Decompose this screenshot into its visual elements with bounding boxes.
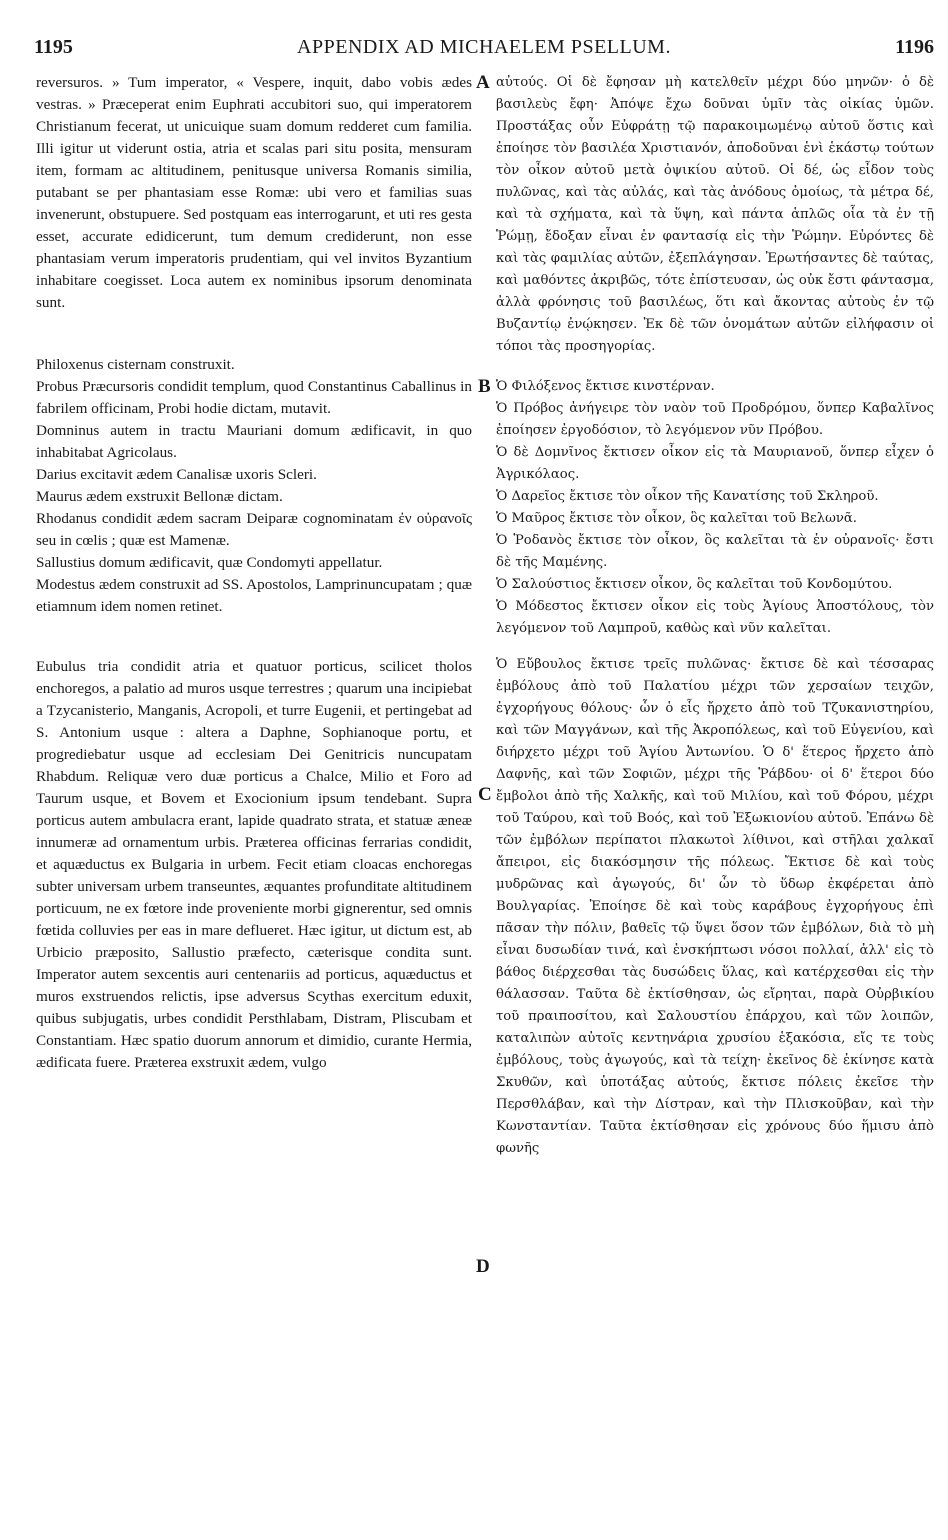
latin-column [36, 72, 472, 1074]
greek-paragraph: Ὁ Εὔβουλος ἔκτισε τρεῖς πυλῶνας· ἔκτισε δὲ καὶ τέσσαρας ἐμβόλους ἀπὸ τοῦ Παλατίου μέχρι τῶν χερσαίων τειχῶν, ἐγχορήγους θόλους· ὧν ὁ εἷς ἤρχετο ἀπὸ τοῦ Τζυκανιστηρίου, καὶ τῶν Μαγγάνων, καὶ τῆς Ἀκροπόλεως, καὶ τοῦ Εὐγενίου, καὶ διήρχετο μέχρι τοῦ Ἁγίου Ἀντωνίου. Ὁ δ' ἕτερος ἤρχετο ἀπὸ Δαφνῆς, καὶ τῶν Σοφιῶν, μέχρι τῆς Ῥάβδου· οἱ δ' ἕτεροι δύο ἔμβολοι ἀπὸ τῆς Χαλκῆς, καὶ τοῦ Μιλίου, καὶ τοῦ Φόρου, μέχρι τοῦ Ταύρου, καὶ τοῦ Βοός, καὶ τοῦ Ἐξωκιονίου αὐτοῦ. Ἐπάνω δὲ τῶν ἐμβόλων περίπατοι πλακωτοὶ λίθινοι, καὶ στῆλαι χαλκαῖ ἄπειροι, εἰς διακόσμησιν τῆς πόλεως. Ἔκτισε δὲ καὶ τοὺς μυδρῶνας καὶ ἀγωγούς, δι' ὧν τὸ ὕδωρ ἐκφέρεται ἀπὸ Βουλγαρίας. Ἐποίησε δὲ καὶ τοὺς καράβους ἐγχορήγους ἐπὶ πᾶσαν τὴν πόλιν, βαθεῖς τῷ ὕψει ὅσον τῶν ἐμβόλων, διὰ τὸ μὴ εἶναι δυσωδίαν τινά, καὶ ἐνσκήπτωσι νόσοι πολλαί, ἀλλ' εἰς τὸ βάθος διέρχεσθαι τὰς δυσώδεις ὕλας, καὶ κατέρχεσθαι εἰς τὴν θάλασσαν. Ταῦτα δὲ ἐκτίσθησαν, ὡς εἴρηται, παρὰ Οὐρβικίου τοῦ πραιποσίτου, καὶ Σαλουστίου ἐπάρχου, καὶ τῶν λοιπῶν, καταλιπὼν αὐτοῖς κεντηνάρια χρυσίου ἑξακόσια, εἴς τε τοὺς ἐμβόλους, τοὺς ἀγωγούς, καὶ τὰ τείχη· ἐκεῖνος δὲ ἐκίνησε κατὰ Σκυθῶν, καὶ ὑποτάξας αὐτούς, ἔκτισε πόλεις ἐκεῖσε τὴν Περσθλάβαν, καὶ τὴν Δίστραν, καὶ τὴν Πλισκοῦβαν, καὶ τὴν Κωνσταντίαν. Ταῦτα ἐκτίσθησαν εἰς χρόνους δύο ἥμισυ ἀπὸ φωνῆς [496, 657, 934, 1156]
latin-entry: Probus Præcursoris condidit templum, quod Constantinus Caballinus in fabrilem officinam, Probi hodie dictam, mutavit. [36, 378, 472, 417]
greek-entry: Ὁ Σαλούστιος ἔκτισεν οἶκον, ὃς καλεῖται τοῦ Κονδομύτου. [496, 577, 893, 592]
page-header [34, 36, 934, 66]
greek-entry: Ὁ Φιλόξενος ἔκτισε κινστέρναν. [496, 379, 715, 394]
page-number-left: 1195 [34, 36, 73, 58]
section-marker-d: D [476, 1256, 490, 1277]
greek-column [496, 72, 934, 1160]
page-number-right: 1196 [895, 36, 934, 58]
latin-entry: Darius excitavit ædem Canalisæ uxoris Scleri. [36, 466, 317, 483]
greek-paragraph: αὐτούς. Οἱ δὲ ἔφησαν μὴ κατελθεῖν μέχρι δύο μηνῶν· ὁ δὲ βασιλεὺς ἔφη· Ἀπόψε ἔχω δοῦναι ὑμῖν τὰς οἰκίας ὑμῶν. Προστάξας οὖν Εὐφράτῃ τῷ παρακοιμωμένῳ αὐτοῦ ὅστις καὶ ἐποίησε τὸν βασιλέα Χριστιανόν, ἀποδοῦναι ἑνὶ ἑκάστῳ τούτων τὸν οἶκον αὐτοῦ μετὰ ὀψικίου αὐτοῦ. Οἱ δέ, ὡς εἶδον τοὺς πυλῶνας, καὶ τὰς αὐλάς, καὶ τὰς ἀνόδους ὁμοίως, τὰ μέτρα δέ, καὶ τὰ σχήματα, καὶ τὰ ὕψη, καὶ πάντα ἁπλῶς οἷα τὰ ἐν τῇ Ῥώμῃ, ἔδοξαν εἶναι ἐν φαντασίᾳ εἰς τὴν Ῥώμην. Εὑρόντες δὲ καὶ τὰς φαμιλίας αὐτῶν, ἐξεπλάγησαν. Ἐρωτήσαντες δὲ ταύτας, καὶ μαθόντες ἀκριβῶς, τότε ἐπίστευσαν, ὡς οὐκ ἔστι φάντασμα, ἀλλὰ φρόνησις τοῦ βασιλέως, ὅτι καὶ ἄκοντας αὐτοὺς ἐν τῷ Βυζαντίῳ ἐνῴκησεν. Ἐκ δὲ τῶν ὀνομάτων αὐτῶν εἰλήφασιν οἱ τόποι τὰς προσηγορίας. [496, 75, 934, 354]
section-marker-a: A [476, 72, 490, 93]
latin-entry: Rhodanus condidit ædem sacram Deiparæ cognominatam ἐν οὐρανοῖς seu in cœlis ; quæ est Mamenæ. [36, 510, 472, 549]
latin-paragraph: reversuros. » Tum imperator, « Vespere, inquit, dabo vobis ædes vestras. » Præceperat enim Euphrati accubitori suo, qui imperatorem Christianum fecerat, ut unicuique suam domum redderet cum familia. Illi igitur ut viderunt ostia, atria et scalas pari situ posita, mensuram item, formam ac altitudinem, penitusque universa Romanis similia, putabant se per phantasiam esse Romæ: ubi vero et familias suas invenerunt, obstupuere. Sed postquam eas interrogarunt, et uti res gesta esset, accurate edidicerunt, tum demum crediderunt, non esse phantasiam verum imperatoris prudentiam, qui vel invitos Byzantium inhabitare coegisset. Loca autem ex nominibus ipsorum denominata sunt. [36, 74, 472, 311]
greek-entry: Ὁ Μόδεστος ἔκτισεν οἶκον εἰς τοὺς Ἁγίους Ἀποστόλους, τὸν λεγόμενον τοῦ Λαμπροῦ, καθὼς καὶ νῦν καλεῖται. [496, 599, 934, 636]
section-marker-b: B [478, 376, 491, 397]
running-title: APPENDIX AD MICHAELEM PSELLUM. [297, 36, 671, 58]
greek-entry: Ὁ Δαρεῖος ἔκτισε τὸν οἶκον τῆς Κανατίσης τοῦ Σκληροῦ. [496, 489, 879, 504]
latin-entry: Philoxenus cisternam construxit. [36, 356, 235, 373]
latin-entry: Maurus ædem exstruxit Bellonæ dictam. [36, 488, 283, 505]
greek-entry: Ὁ δὲ Δομνῖνος ἔκτισεν οἶκον εἰς τὰ Μαυριανοῦ, ὅνπερ εἶχεν ὁ Ἀγρικόλαος. [496, 445, 934, 482]
latin-entry: Modestus ædem construxit ad SS. Apostolos, Lamprinuncupatam ; quæ etiamnum idem nomen retinet. [36, 576, 472, 615]
latin-paragraph: Eubulus tria condidit atria et quatuor porticus, scilicet tholos enchoregos, a palatio ad muros usque terrestres ; quarum una incipiebat a Tzycanisterio, Manganis, Acropoli, et turre Eugenii, et pertingebat ad S. Antonium usque : altera a Daphne, Sophianoque portu, et progrediebatur usque ad ecclesiam Dei Genitricis nuncupatam Rhabdum. Reliquæ vero duæ porticus a Chalce, Milio et Foro ad Taurum usque, et Bovem et Exocionium ipsum tendebant. Supra porticus autem ambulacra erant, lapide quadrato strata, et statuæ æneæ innumeræ ad ornamentum urbis. Præterea officinas ferrarias condidit, et aquæductus ex Bulgaria in urbem. Fecit etiam cloacas enchoregas subter universam urbem transeuntes, æquantes profunditate altitudinem porticuum, ne ex fœtore inde proveniente morbi gignerentur, sed omnis fœtida colluvies per eas in mare deflueret. Hæc igitur, ut dictum est, ab Urbicio præposito, Sallustio præfecto, cæterisque condita sunt. Imperator autem sexcentis auri centenariis ad porticus, aquæductus et muros exstruendos relictis, ipse adversus Scythas exercitum eduxit, quibus subjugatis, urbes condidit Persthlabam, Distram, Pliscubam et Constantiam. Hæc spatio duorum annorum et dimidio, curante Hermia, ædificata fuere. Præterea exstruxit ædem, vulgo [36, 658, 472, 1071]
greek-entry: Ὁ Πρόβος ἀνήγειρε τὸν ναὸν τοῦ Προδρόμου, ὅνπερ Καβαλῖνος ἐποίησεν ἐργοδόσιον, τὸ λεγόμενον νῦν Πρόβου. [496, 401, 934, 438]
greek-entry: Ὁ Ῥοδανὸς ἔκτισε τὸν οἶκον, ὃς καλεῖται τὰ ἐν οὐρανοῖς· ἔστι δὲ τῆς Μαμένης. [496, 533, 934, 570]
latin-entry: Sallustius domum ædificavit, quæ Condomyti appellatur. [36, 554, 383, 571]
greek-entry: Ὁ Μαῦρος ἔκτισε τὸν οἶκον, ὃς καλεῖται τοῦ Βελωνᾶ. [496, 511, 857, 526]
section-marker-c: C [478, 784, 492, 805]
latin-entry: Domninus autem in tractu Mauriani domum ædificavit, in quo inhabitabat Agricolaus. [36, 422, 472, 461]
